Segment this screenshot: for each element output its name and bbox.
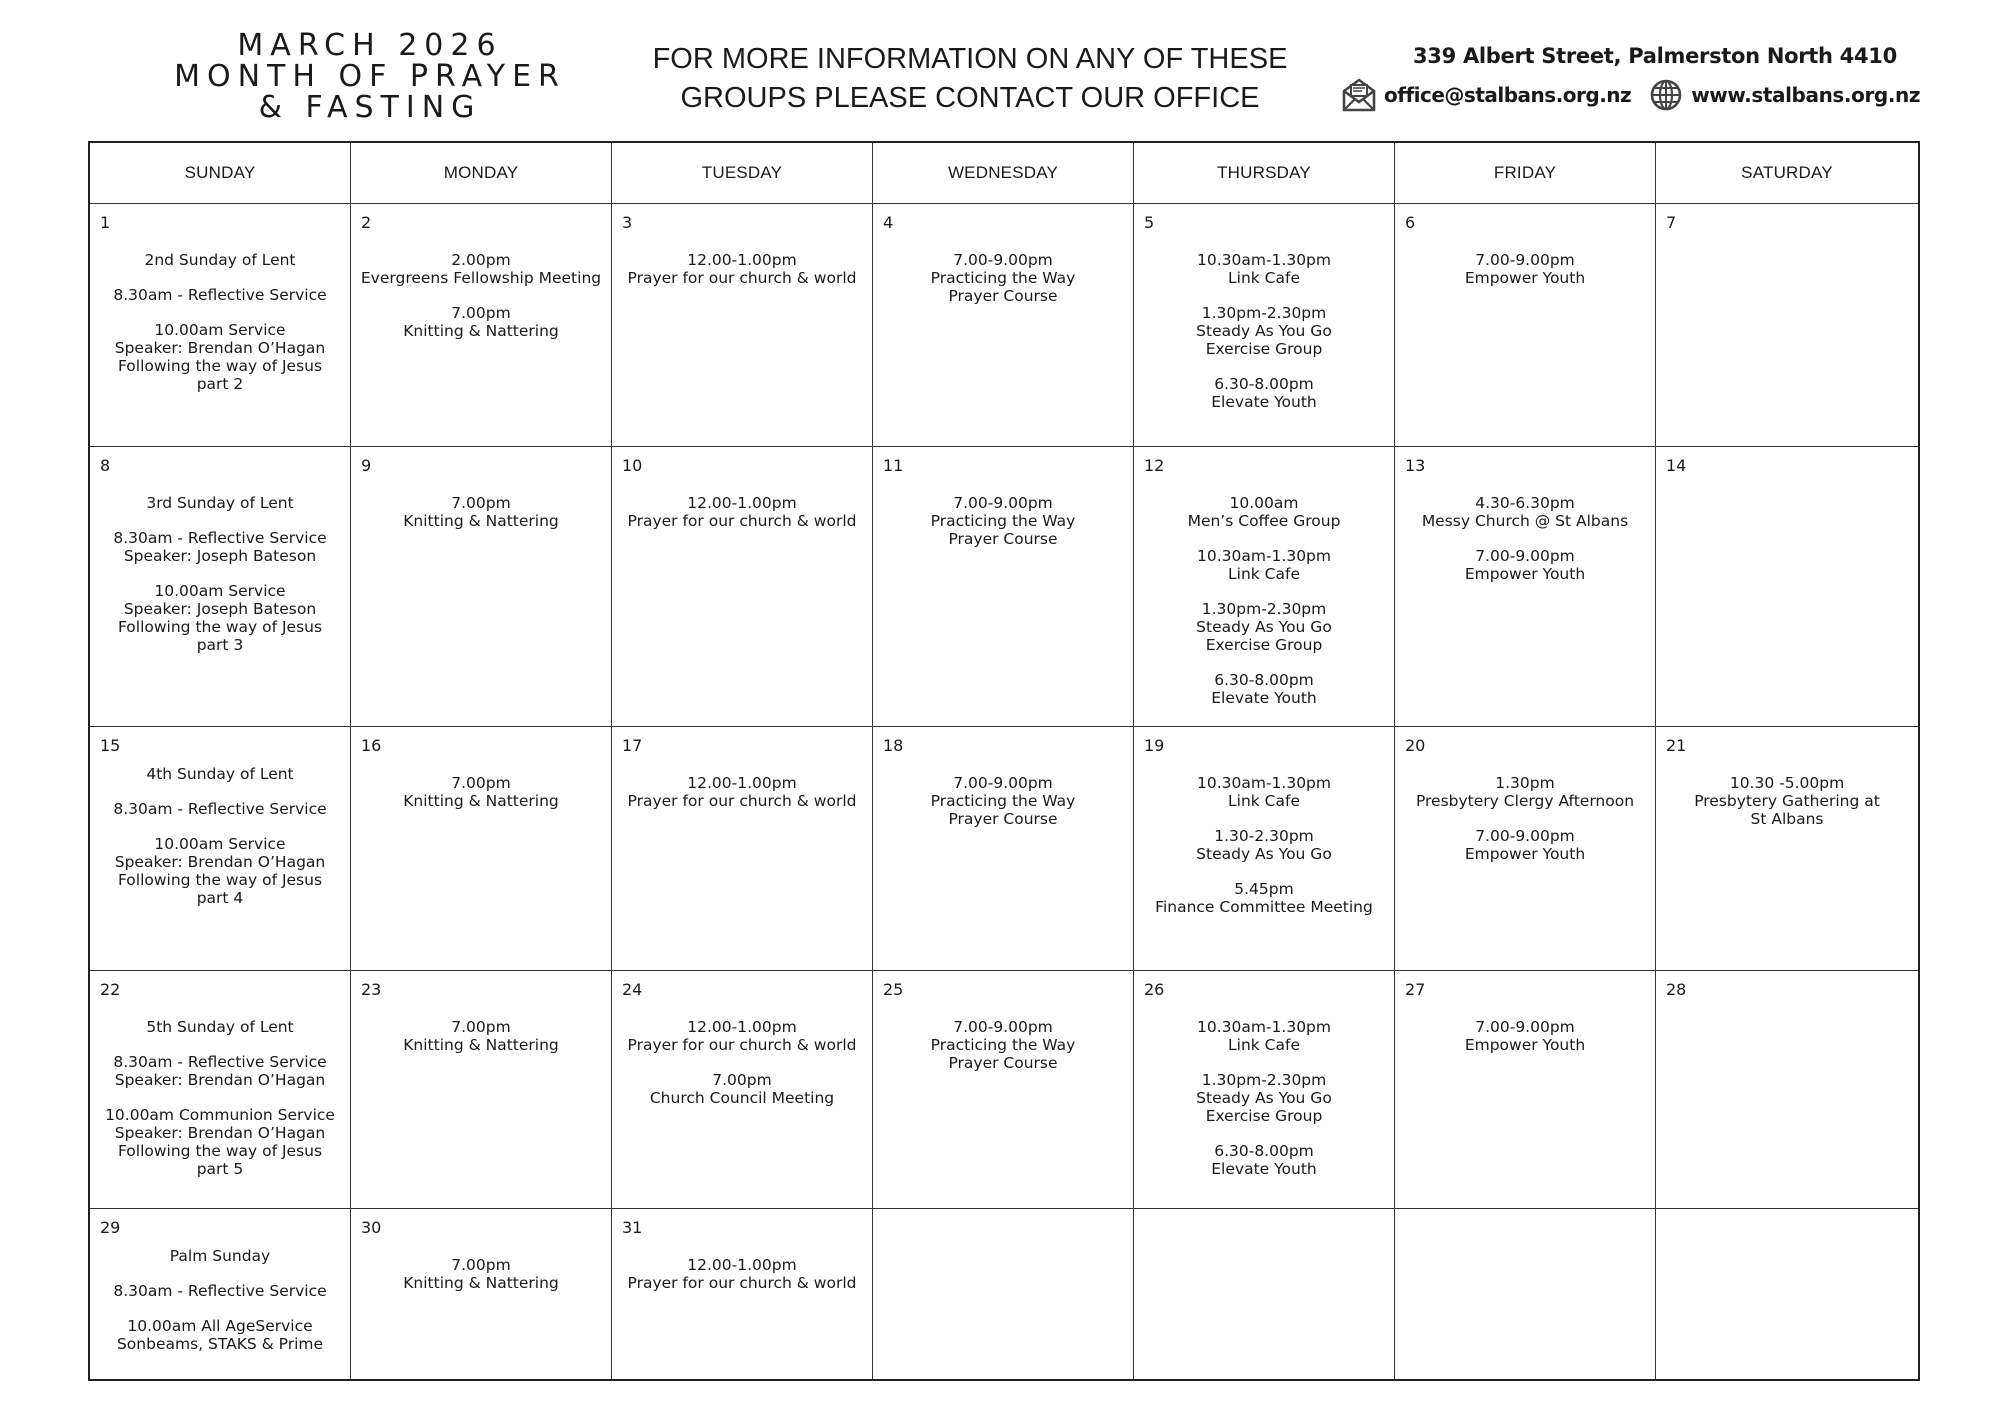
event-line: part 5 (196, 1160, 244, 1178)
day-number: 31 (622, 1218, 643, 1237)
calendar-event (355, 304, 607, 340)
event-line: 7.00-9.00pm (953, 494, 1053, 512)
event-line: Men’s Coffee Group (1187, 512, 1341, 530)
event-line: 7.00-9.00pm (1475, 827, 1575, 845)
event-line: Practicing the Way (930, 512, 1076, 530)
event-line: Speaker: Brendan O’Hagan (114, 853, 326, 871)
event-line: 10.30am-1.30pm (1196, 547, 1331, 565)
day-cell (1395, 727, 1656, 971)
calendar-event (1399, 774, 1651, 810)
day-events (1660, 774, 1914, 845)
day-cell (90, 447, 351, 727)
day-number: 26 (1144, 980, 1165, 999)
calendar-event (94, 321, 346, 393)
event-line: 8.30am - Reflective Service (113, 1282, 327, 1300)
event-line: Speaker: Brendan O’Hagan (114, 1071, 326, 1089)
day-cell (1134, 727, 1395, 971)
day-events (616, 1018, 868, 1124)
event-line: 3rd Sunday of Lent (146, 494, 294, 512)
contact-email[interactable]: office@stalbans.org.nz (1384, 83, 1632, 107)
event-line: 2.00pm (451, 251, 511, 269)
event-line: part 4 (196, 889, 244, 907)
event-line: Link Cafe (1228, 1036, 1300, 1054)
event-line: 7.00pm (712, 1071, 772, 1089)
event-line: Presbytery Gathering at (1694, 792, 1880, 810)
calendar-event (877, 774, 1129, 828)
title-theme-line2: & FASTING (258, 90, 482, 125)
day-number: 4 (883, 213, 894, 232)
day-cell (351, 971, 612, 1209)
day-cell (1134, 447, 1395, 727)
day-events (1399, 1018, 1651, 1071)
day-events (94, 251, 346, 410)
calendar-event (1399, 547, 1651, 583)
day-number: 10 (622, 456, 643, 475)
day-number: 14 (1666, 456, 1687, 475)
event-line: Palm Sunday (169, 1247, 271, 1265)
event-line: Empower Youth (1464, 1036, 1586, 1054)
calendar-event (355, 1256, 607, 1292)
day-number: 12 (1144, 456, 1165, 475)
calendar-grid (88, 141, 1920, 1381)
day-number: 17 (622, 736, 643, 755)
day-number: 25 (883, 980, 904, 999)
event-line: Following the way of Jesus (117, 1142, 323, 1160)
event-line: 1.30-2.30pm (1214, 827, 1314, 845)
calendar-event (1138, 547, 1390, 583)
day-cell (1395, 204, 1656, 447)
contact-address: 339 Albert Street, Palmerston North 4410 (1413, 44, 1897, 68)
event-line: 12.00-1.00pm (687, 1256, 797, 1274)
calendar-event (616, 494, 868, 530)
event-line: Practicing the Way (930, 269, 1076, 287)
day-number: 1 (100, 213, 111, 232)
event-line: Speaker: Brendan O’Hagan (114, 1124, 326, 1142)
day-events (355, 494, 607, 547)
day-cell (1395, 971, 1656, 1209)
day-cell (1134, 204, 1395, 447)
event-line: 10.00am Communion Service (105, 1106, 335, 1124)
day-cell (351, 1209, 612, 1379)
info-line-2: GROUPS PLEASE CONTACT OUR OFFICE (680, 82, 1260, 114)
event-line: Following the way of Jesus (117, 871, 323, 889)
calendar-event (1138, 671, 1390, 707)
event-line: part 2 (196, 375, 244, 393)
calendar-event (1399, 251, 1651, 287)
calendar-event (94, 251, 346, 269)
day-cell (351, 727, 612, 971)
event-line: Steady As You Go (1196, 322, 1332, 340)
event-line: 1.30pm-2.30pm (1201, 304, 1327, 322)
day-cell (1395, 1209, 1656, 1379)
calendar-event (94, 765, 346, 783)
day-cell (351, 447, 612, 727)
event-line: 1.30pm-2.30pm (1201, 1071, 1327, 1089)
day-events (1399, 251, 1651, 304)
event-line: Prayer for our church & world (627, 1036, 857, 1054)
event-line: 1.30pm-2.30pm (1201, 600, 1327, 618)
event-line: Steady As You Go (1196, 618, 1332, 636)
calendar-event (1138, 774, 1390, 810)
day-events (616, 251, 868, 304)
calendar-event (1138, 1018, 1390, 1054)
day-cell (351, 204, 612, 447)
event-line: 10.00am Service (154, 835, 286, 853)
event-line: 2nd Sunday of Lent (144, 251, 296, 269)
calendar-event (616, 774, 868, 810)
day-events (616, 774, 868, 827)
event-line: 4.30-6.30pm (1475, 494, 1575, 512)
day-events (616, 494, 868, 547)
event-line: Steady As You Go (1196, 845, 1332, 863)
event-line: St Albans (1750, 810, 1824, 828)
day-number: 30 (361, 1218, 382, 1237)
event-line: Prayer for our church & world (627, 1274, 857, 1292)
weekday-header-saturday: SATURDAY (1656, 143, 1918, 204)
event-line: Elevate Youth (1211, 1160, 1317, 1178)
day-number: 7 (1666, 213, 1677, 232)
event-line: 10.00am Service (154, 321, 286, 339)
calendar-event (616, 1256, 868, 1292)
event-line: Exercise Group (1205, 1107, 1323, 1125)
event-line: Following the way of Jesus (117, 357, 323, 375)
event-line: Prayer Course (948, 530, 1058, 548)
calendar-event (355, 774, 607, 810)
calendar-event (1399, 1018, 1651, 1054)
day-cell (1656, 204, 1918, 447)
calendar-event (94, 835, 346, 907)
day-number: 8 (100, 456, 111, 475)
event-line: Following the way of Jesus (117, 618, 323, 636)
day-events (94, 765, 346, 924)
event-line: 12.00-1.00pm (687, 251, 797, 269)
day-number: 22 (100, 980, 121, 999)
day-events (616, 1256, 868, 1309)
calendar-event (877, 494, 1129, 548)
event-line: Exercise Group (1205, 340, 1323, 358)
calendar-event (355, 494, 607, 530)
weekday-header-thursday: THURSDAY (1134, 143, 1395, 204)
day-number: 15 (100, 736, 121, 755)
weekday-header-friday: FRIDAY (1395, 143, 1656, 204)
event-line: Practicing the Way (930, 792, 1076, 810)
day-events (1138, 494, 1390, 724)
event-line: Elevate Youth (1211, 689, 1317, 707)
calendar-event (877, 1018, 1129, 1072)
day-number: 21 (1666, 736, 1687, 755)
day-number: 11 (883, 456, 904, 475)
event-line: 10.00am All AgeService (127, 1317, 313, 1335)
day-cell (612, 1209, 873, 1379)
day-cell (1134, 1209, 1395, 1379)
calendar-event (1138, 1071, 1390, 1125)
event-line: Speaker: Brendan O’Hagan (114, 339, 326, 357)
calendar-event (1138, 600, 1390, 654)
event-line: Knitting & Nattering (403, 1036, 559, 1054)
day-number: 6 (1405, 213, 1416, 232)
calendar-event (94, 529, 346, 565)
globe-icon (1649, 78, 1683, 112)
calendar-event (355, 1018, 607, 1054)
calendar-title (150, 30, 590, 123)
day-events (1399, 494, 1651, 600)
info-line-1: FOR MORE INFORMATION ON ANY OF THESE (652, 43, 1288, 75)
event-line: 6.30-8.00pm (1214, 671, 1314, 689)
event-line: Knitting & Nattering (403, 512, 559, 530)
day-number: 20 (1405, 736, 1426, 755)
day-cell (1656, 447, 1918, 727)
day-cell (1656, 1209, 1918, 1379)
day-number: 16 (361, 736, 382, 755)
day-events (1138, 774, 1390, 933)
title-theme-line1: MONTH OF PRAYER (174, 59, 566, 94)
contact-row (1340, 76, 1921, 114)
event-line: Elevate Youth (1211, 393, 1317, 411)
event-line: Link Cafe (1228, 792, 1300, 810)
day-number: 19 (1144, 736, 1165, 755)
calendar-event (94, 494, 346, 512)
day-cell (90, 727, 351, 971)
calendar-event (877, 251, 1129, 305)
event-line: Empower Youth (1464, 269, 1586, 287)
event-line: 7.00-9.00pm (953, 251, 1053, 269)
event-line: 10.30am-1.30pm (1196, 251, 1331, 269)
day-events (355, 251, 607, 357)
day-cell (612, 971, 873, 1209)
calendar-event (1138, 827, 1390, 863)
calendar-event (94, 1247, 346, 1265)
event-line: part 3 (196, 636, 244, 654)
day-events (1138, 251, 1390, 428)
event-line: Prayer for our church & world (627, 792, 857, 810)
contact-website[interactable]: www.stalbans.org.nz (1691, 83, 1921, 107)
day-events (355, 1018, 607, 1071)
day-events (355, 1256, 607, 1309)
event-line: 7.00-9.00pm (1475, 251, 1575, 269)
day-events (1138, 1018, 1390, 1195)
calendar-event (1660, 774, 1914, 828)
day-number: 5 (1144, 213, 1155, 232)
event-line: Prayer for our church & world (627, 269, 857, 287)
event-line: 8.30am - Reflective Service (113, 800, 327, 818)
calendar-event (94, 1282, 346, 1300)
calendar-event (355, 251, 607, 287)
event-line: Prayer Course (948, 1054, 1058, 1072)
event-line: Exercise Group (1205, 636, 1323, 654)
event-line: 8.30am - Reflective Service (113, 286, 327, 304)
day-events (877, 774, 1129, 845)
day-number: 3 (622, 213, 633, 232)
event-line: 10.00am Service (154, 582, 286, 600)
event-line: 6.30-8.00pm (1214, 375, 1314, 393)
day-events (877, 494, 1129, 565)
calendar-event (1399, 827, 1651, 863)
day-cell (873, 727, 1134, 971)
envelope-icon (1340, 76, 1378, 114)
event-line: 7.00pm (451, 1018, 511, 1036)
day-cell (873, 204, 1134, 447)
info-notice (640, 40, 1300, 118)
event-line: Finance Committee Meeting (1155, 898, 1373, 916)
calendar-event (1138, 1142, 1390, 1178)
contact-details (1340, 44, 1921, 114)
day-cell (612, 204, 873, 447)
day-number: 18 (883, 736, 904, 755)
day-cell (1656, 727, 1918, 971)
event-line: Link Cafe (1228, 565, 1300, 583)
event-line: Empower Youth (1464, 845, 1586, 863)
calendar-event (94, 800, 346, 818)
calendar-event (94, 582, 346, 654)
event-line: Empower Youth (1464, 565, 1586, 583)
calendar-event (94, 1053, 346, 1089)
day-number: 24 (622, 980, 643, 999)
event-line: 5.45pm (1234, 880, 1294, 898)
calendar-event (1138, 880, 1390, 916)
event-line: Prayer for our church & world (627, 512, 857, 530)
day-events (355, 774, 607, 827)
weekday-header-sunday: SUNDAY (90, 143, 351, 204)
weekday-header-tuesday: TUESDAY (612, 143, 873, 204)
day-events (1399, 774, 1651, 880)
calendar-event (94, 1106, 346, 1178)
event-line: Prayer Course (948, 810, 1058, 828)
event-line: Church Council Meeting (649, 1089, 835, 1107)
event-line: 7.00-9.00pm (953, 1018, 1053, 1036)
calendar-event (616, 1018, 868, 1054)
day-cell (1134, 971, 1395, 1209)
event-line: 8.30am - Reflective Service (113, 529, 327, 547)
day-cell (90, 204, 351, 447)
calendar-event (616, 1071, 868, 1107)
day-events (877, 1018, 1129, 1089)
event-line: Evergreens Fellowship Meeting (360, 269, 602, 287)
event-line: 10.30am-1.30pm (1196, 774, 1331, 792)
day-events (877, 251, 1129, 322)
calendar-event (94, 1018, 346, 1036)
day-events (94, 1018, 346, 1195)
event-line: 6.30-8.00pm (1214, 1142, 1314, 1160)
calendar-event (94, 1317, 346, 1353)
event-line: 12.00-1.00pm (687, 1018, 797, 1036)
day-events (94, 494, 346, 671)
calendar-event (94, 286, 346, 304)
day-cell (1656, 971, 1918, 1209)
day-number: 27 (1405, 980, 1426, 999)
event-line: Prayer Course (948, 287, 1058, 305)
event-line: Speaker: Joseph Bateson (123, 600, 317, 618)
event-line: 10.30 -5.00pm (1729, 774, 1845, 792)
day-cell (873, 1209, 1134, 1379)
day-cell (873, 971, 1134, 1209)
event-line: 12.00-1.00pm (687, 774, 797, 792)
event-line: 12.00-1.00pm (687, 494, 797, 512)
day-cell (873, 447, 1134, 727)
event-line: 10.30am-1.30pm (1196, 1018, 1331, 1036)
event-line: Knitting & Nattering (403, 792, 559, 810)
event-line: Speaker: Joseph Bateson (123, 547, 317, 565)
event-line: 7.00-9.00pm (1475, 1018, 1575, 1036)
calendar-event (1138, 304, 1390, 358)
day-cell (612, 727, 873, 971)
event-line: Messy Church @ St Albans (1421, 512, 1629, 530)
event-line: Sonbeams, STAKS & Prime (116, 1335, 324, 1353)
event-line: 10.00am (1229, 494, 1299, 512)
weekday-header-monday: MONDAY (351, 143, 612, 204)
day-number: 2 (361, 213, 372, 232)
calendar-event (1138, 375, 1390, 411)
calendar-event (1138, 494, 1390, 530)
day-number: 23 (361, 980, 382, 999)
event-line: Knitting & Nattering (403, 1274, 559, 1292)
day-cell (612, 447, 873, 727)
day-number: 9 (361, 456, 372, 475)
event-line: Knitting & Nattering (403, 322, 559, 340)
event-line: 8.30am - Reflective Service (113, 1053, 327, 1071)
event-line: 7.00-9.00pm (953, 774, 1053, 792)
event-line: Presbytery Clergy Afternoon (1415, 792, 1635, 810)
day-events (94, 1247, 346, 1370)
event-line: Practicing the Way (930, 1036, 1076, 1054)
event-line: 7.00pm (451, 494, 511, 512)
title-month: MARCH 2026 (237, 28, 503, 63)
calendar-event (1399, 494, 1651, 530)
day-number: 28 (1666, 980, 1687, 999)
event-line: 7.00pm (451, 774, 511, 792)
event-line: 4th Sunday of Lent (146, 765, 294, 783)
event-line: 7.00pm (451, 1256, 511, 1274)
event-line: 5th Sunday of Lent (146, 1018, 294, 1036)
day-cell (90, 971, 351, 1209)
day-cell (1395, 447, 1656, 727)
event-line: Steady As You Go (1196, 1089, 1332, 1107)
event-line: 1.30pm (1495, 774, 1555, 792)
day-number: 29 (100, 1218, 121, 1237)
weekday-header-wednesday: WEDNESDAY (873, 143, 1134, 204)
day-number: 13 (1405, 456, 1426, 475)
calendar-event (1138, 251, 1390, 287)
event-line: Link Cafe (1228, 269, 1300, 287)
calendar-event (616, 251, 868, 287)
event-line: 7.00-9.00pm (1475, 547, 1575, 565)
event-line: 7.00pm (451, 304, 511, 322)
day-cell (90, 1209, 351, 1379)
